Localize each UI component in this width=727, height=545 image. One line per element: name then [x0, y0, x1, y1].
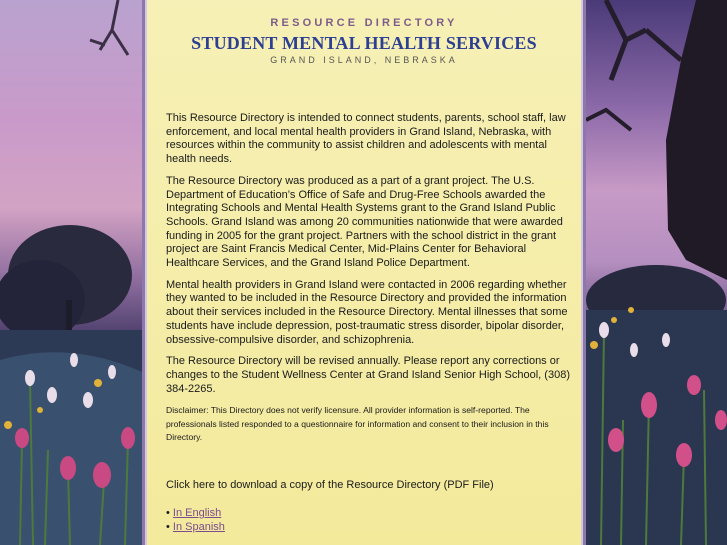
page-title: STUDENT MENTAL HEALTH SERVICES — [191, 33, 537, 53]
english-pdf-link[interactable]: In English — [172, 507, 222, 519]
link-row-english — [166, 506, 225, 520]
content-column — [142, 0, 586, 545]
right-garden-photo — [586, 0, 727, 545]
bullet: • — [166, 521, 170, 533]
link-row-spanish — [166, 520, 225, 534]
paragraph-providers: Mental health providers in Grand Island were contacted in 2006 regarding whether they wanted to be included in the Resource Directory and provided the information about their services included in the Resource Directory. Mental illnesses that some students have include depression, post-traumatic stress disorder, bipolar disorder, obsessive-compulsive disorder, and schizophrenia. — [166, 278, 568, 346]
paragraph-grant: The Resource Directory was produced as a part of a grant project. The U.S. Department of Education’s Office of Safe and Drug-Free Schools awarded the Integrating Schools and Mental Health Systems grant to the Grand Island Public Schools. Grand Island was among 20 communities nationwide that were awarded funding in 2005 for the grant project. Partners with the school district in the grant project are Saint Francis Medical Center, Mid-Plains Center for Behavioral Healthcare Services, and the Grand Island Police Department. — [166, 174, 563, 270]
location-subtitle: GRAND ISLAND, NEBRASKA — [270, 55, 458, 65]
disclaimer: Disclaimer: This Directory does not verify licensure. All provider information is self-reported. The professionals listed responded to a questionnaire for information and consent to their inclusion in this Directory. — [166, 405, 549, 443]
download-links — [166, 506, 225, 534]
download-prompt: Click here to download a copy of the Resource Directory (PDF File) — [166, 479, 494, 491]
intro-text — [166, 112, 570, 453]
header-kicker: RESOURCE DIRECTORY — [270, 17, 458, 29]
spanish-pdf-link[interactable]: In Spanish — [172, 521, 225, 533]
bullet: • — [166, 507, 170, 519]
paragraph-purpose: This Resource Directory is intended to connect students, parents, school staff, law enforcement, and local mental health providers in Grand Island, Nebraska, with resources within the community to assist children and adolescents with mental health needs. — [166, 112, 566, 166]
left-garden-photo — [0, 0, 142, 545]
paragraph-revisions: The Resource Directory will be revised annually. Please report any corrections or changes to the Student Wellness Center at Grand Island Senior High School, (308) 384-2265. — [166, 355, 570, 395]
